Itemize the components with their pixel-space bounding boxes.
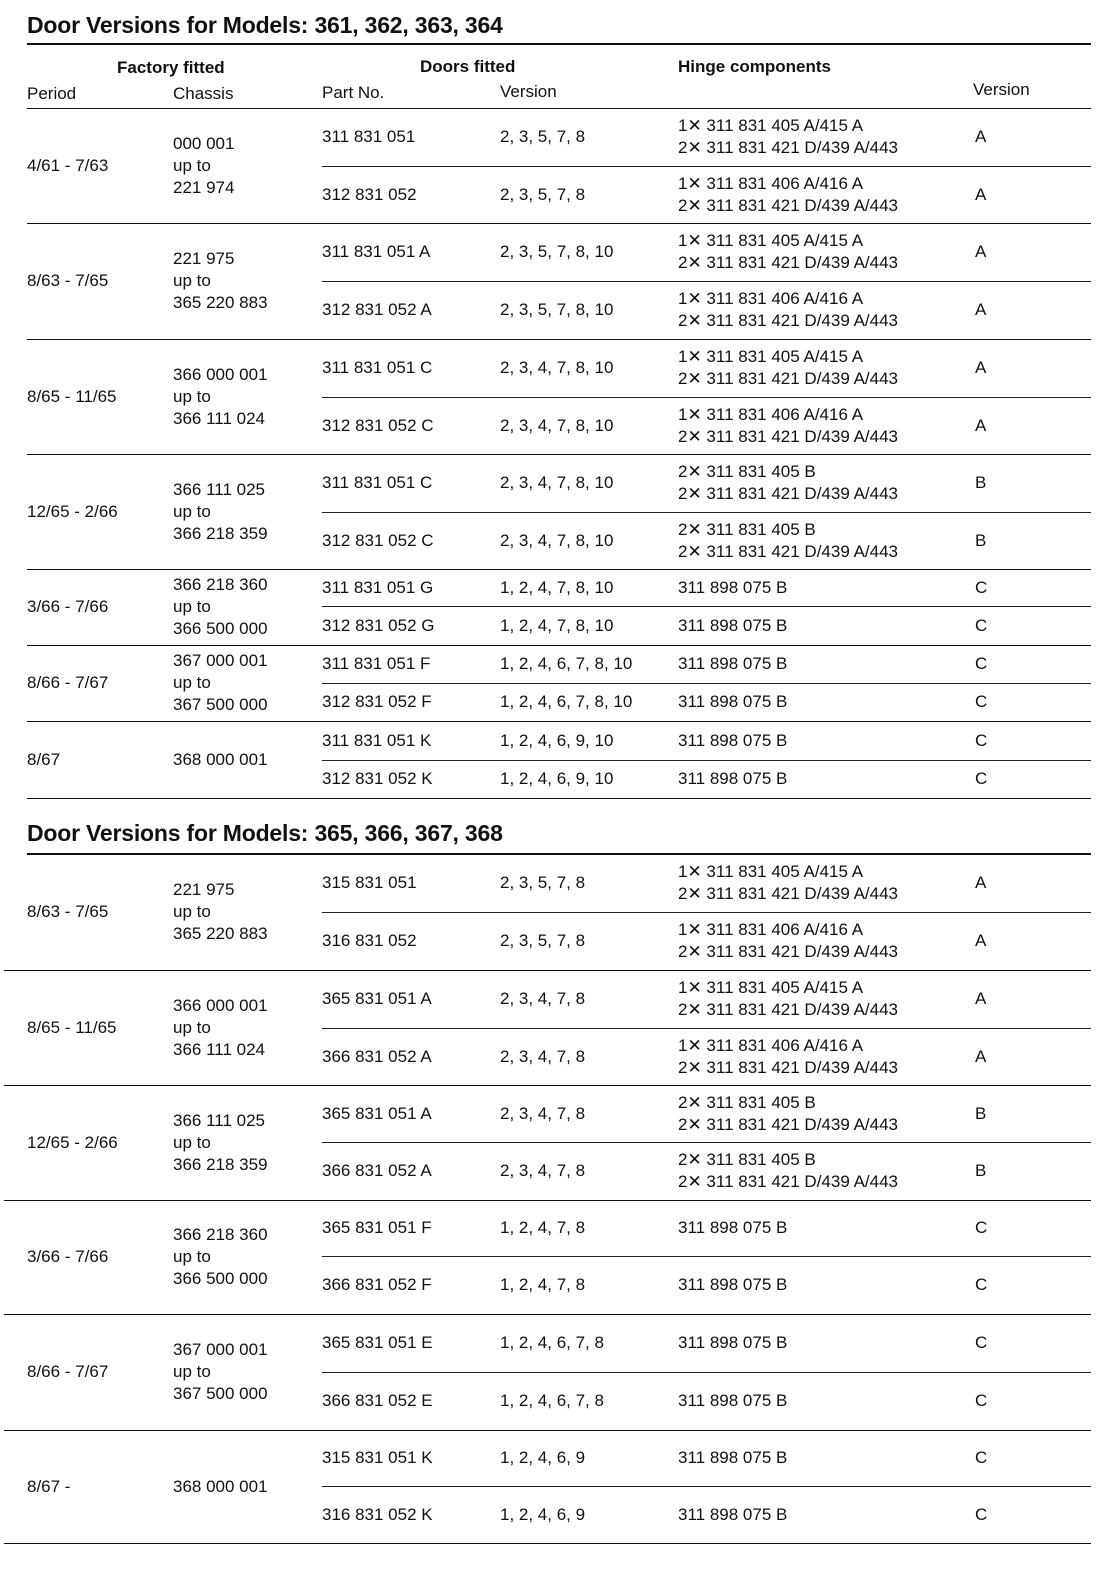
hinge-component: 2✕ 311 831 421 D/439 A/443	[678, 942, 898, 961]
hinge-component: 311 898 075 B	[678, 654, 788, 673]
door-version-list: 2, 3, 5, 7, 8, 10	[500, 242, 614, 261]
part-number: 312 831 052 G	[322, 615, 435, 635]
chassis-line: 365 220 883	[173, 293, 268, 312]
row-divider	[322, 683, 1091, 684]
header-hinge-version: Version	[973, 80, 1030, 99]
hinge-component: 1✕ 311 831 406 A/416 A	[678, 404, 864, 424]
row-divider	[322, 166, 1091, 167]
period-cell: 12/65 - 2/66	[27, 1132, 118, 1152]
door-version-list: 1, 2, 4, 6, 7, 8	[500, 1391, 604, 1410]
hinge-version: C	[975, 1448, 988, 1467]
part-number: 311 831 051 F	[322, 654, 431, 673]
hinge-component: 1✕ 311 831 406 A/416 A	[678, 289, 864, 308]
part-number: 311 831 051 C	[322, 473, 433, 492]
hinge-component: 2✕ 311 831 421 D/439 A/443	[678, 311, 898, 330]
hinge-component: 1✕ 311 831 405 A/415 A	[678, 116, 864, 135]
section-title: Door Versions for Models: 361, 362, 363, 364	[27, 12, 503, 38]
door-version-list: 2, 3, 4, 7, 8, 10	[500, 530, 614, 550]
group-rule	[4, 1085, 1091, 1086]
chassis-line: 367 000 001	[173, 1340, 268, 1359]
hinge-version: B	[975, 473, 987, 492]
part-number: 311 831 051	[322, 127, 416, 146]
period-cell: 3/66 - 7/66	[27, 1247, 109, 1266]
row-divider	[322, 397, 1091, 398]
chassis-line: 368 000 001	[173, 749, 268, 769]
hinge-version: C	[975, 692, 988, 711]
hinge-component: 2✕ 311 831 421 D/439 A/443	[678, 484, 898, 503]
row-divider	[322, 1372, 1091, 1373]
group-rule	[27, 721, 1091, 722]
door-version-list: 2, 3, 5, 7, 8	[500, 931, 586, 950]
hinge-component: 2✕ 311 831 421 D/439 A/443	[678, 138, 898, 157]
row-divider	[322, 1256, 1091, 1257]
hinge-component: 2✕ 311 831 405 B	[678, 1150, 816, 1169]
hinge-component: 2✕ 311 831 421 D/439 A/443	[678, 1114, 898, 1134]
chassis-line: up to	[173, 901, 211, 921]
part-number: 366 831 052 A	[322, 1046, 432, 1066]
hinge-component: 311 898 075 B	[678, 692, 788, 711]
header-doors-fitted: Doors fitted	[420, 57, 516, 76]
hinge-component: 2✕ 311 831 421 D/439 A/443	[678, 1000, 898, 1019]
chassis-line: 366 111 024	[173, 1039, 266, 1059]
hinge-component: 2✕ 311 831 421 D/439 A/443	[678, 541, 898, 561]
chassis-line: 221 975	[173, 879, 235, 899]
hinge-version: C	[975, 730, 988, 750]
door-version-list: 1, 2, 4, 6, 7, 8	[500, 1333, 604, 1352]
door-version-list: 1, 2, 4, 6, 9	[500, 1448, 586, 1467]
hinge-component: 2✕ 311 831 421 D/439 A/443	[678, 369, 898, 388]
part-number: 312 831 052 C	[322, 530, 434, 550]
hinge-version: A	[975, 415, 987, 435]
period-cell: 8/63 - 7/65	[27, 271, 109, 290]
period-cell: 8/65 - 11/65	[27, 1017, 117, 1037]
hinge-component: 1✕ 311 831 405 A/415 A	[678, 978, 864, 997]
part-number: 366 831 052 F	[322, 1275, 432, 1294]
hinge-component: 2✕ 311 831 421 D/439 A/443	[678, 883, 898, 903]
chassis-line: up to	[173, 155, 211, 175]
hinge-version: C	[975, 1391, 988, 1410]
hinge-version: B	[975, 530, 987, 550]
part-number: 311 831 051 K	[322, 730, 432, 750]
hinge-component: 311 898 075 B	[678, 577, 788, 597]
row-divider	[322, 760, 1091, 761]
hinge-component: 311 898 075 B	[678, 1504, 788, 1524]
chassis-line: 366 218 360	[173, 575, 268, 594]
door-version-list: 2, 3, 5, 7, 8	[500, 184, 586, 204]
part-number: 312 831 052	[322, 184, 417, 204]
chassis-line: up to	[173, 1017, 211, 1037]
hinge-version: C	[975, 1333, 988, 1352]
door-version-list: 2, 3, 4, 7, 8, 10	[500, 415, 614, 435]
door-version-list: 1, 2, 4, 6, 9, 10	[500, 730, 614, 750]
hinge-version: A	[975, 184, 987, 204]
hinge-version: A	[975, 1046, 987, 1066]
group-rule	[4, 1430, 1091, 1431]
door-version-list: 2, 3, 5, 7, 8	[500, 127, 586, 146]
hinge-component: 2✕ 311 831 405 B	[678, 519, 816, 539]
hinge-component: 1✕ 311 831 405 A/415 A	[678, 347, 864, 366]
hinge-version: A	[975, 989, 987, 1008]
chassis-line: 366 000 001	[173, 364, 268, 384]
chassis-line: up to	[173, 1362, 211, 1381]
group-rule	[27, 798, 1091, 799]
door-version-list: 1, 2, 4, 6, 9, 10	[500, 769, 614, 788]
chassis-line: 366 111 024	[173, 408, 266, 428]
period-cell: 8/67 -	[27, 1476, 71, 1496]
part-number: 315 831 051 K	[322, 1448, 433, 1467]
part-number: 316 831 052	[322, 931, 417, 950]
door-version-list: 1, 2, 4, 7, 8, 10	[500, 615, 614, 635]
group-rule	[27, 339, 1091, 340]
chassis-line: 366 000 001	[173, 995, 268, 1015]
door-version-list: 1, 2, 4, 6, 7, 8, 10	[500, 654, 633, 673]
part-number: 316 831 052 K	[322, 1504, 433, 1524]
chassis-line: 366 218 359	[173, 1154, 268, 1174]
door-version-list: 2, 3, 4, 7, 8	[500, 1161, 586, 1180]
row-divider	[322, 606, 1091, 607]
hinge-component: 2✕ 311 831 421 D/439 A/443	[678, 426, 898, 446]
group-rule	[4, 1200, 1091, 1201]
hinge-version: C	[975, 1275, 988, 1294]
hinge-version: A	[975, 872, 987, 892]
part-number: 366 831 052 E	[322, 1391, 433, 1410]
chassis-line: 366 500 000	[173, 1269, 268, 1288]
hinge-version: A	[975, 931, 987, 950]
group-rule	[27, 569, 1091, 570]
hinge-component: 2✕ 311 831 421 D/439 A/443	[678, 1172, 898, 1191]
chassis-line: 366 500 000	[173, 619, 268, 638]
chassis-line: up to	[173, 386, 211, 406]
header-hinge-components: Hinge components	[678, 57, 832, 76]
group-rule	[27, 223, 1091, 224]
hinge-component: 311 898 075 B	[678, 1333, 788, 1352]
chassis-line: up to	[173, 271, 211, 290]
row-divider	[322, 1028, 1091, 1029]
chassis-line: up to	[173, 673, 211, 692]
hinge-component: 311 898 075 B	[678, 1448, 788, 1467]
hinge-version: C	[975, 1218, 988, 1237]
header-chassis: Chassis	[173, 84, 234, 103]
row-divider	[322, 512, 1091, 513]
chassis-line: up to	[173, 1247, 211, 1266]
period-cell: 8/63 - 7/65	[27, 901, 109, 921]
section-title: Door Versions for Models: 365, 366, 367, 368	[27, 820, 503, 846]
hinge-component: 2✕ 311 831 405 B	[678, 462, 816, 481]
group-rule	[27, 645, 1091, 646]
period-cell: 4/61 - 7/63	[27, 155, 109, 175]
chassis-line: 366 218 359	[173, 523, 268, 543]
part-number: 365 831 051 A	[322, 989, 432, 1008]
period-cell: 3/66 - 7/66	[27, 597, 109, 616]
hinge-component: 1✕ 311 831 405 A/415 A	[678, 861, 864, 881]
row-divider	[322, 281, 1091, 282]
door-version-list: 1, 2, 4, 7, 8	[500, 1275, 586, 1294]
hinge-component: 311 898 075 B	[678, 769, 788, 788]
part-number: 311 831 051 G	[322, 577, 434, 597]
hinge-version: B	[975, 1103, 987, 1123]
hinge-version: C	[975, 654, 988, 673]
part-number: 366 831 052 A	[322, 1161, 432, 1180]
door-version-list: 2, 3, 4, 7, 8	[500, 1046, 586, 1066]
hinge-version: B	[975, 1161, 987, 1180]
part-number: 365 831 051 E	[322, 1333, 433, 1352]
hinge-version: A	[975, 358, 987, 377]
header-part-no: Part No.	[322, 83, 385, 102]
row-divider	[322, 1142, 1091, 1143]
chassis-line: 366 218 360	[173, 1225, 268, 1244]
group-rule	[27, 454, 1091, 455]
hinge-component: 1✕ 311 831 405 A/415 A	[678, 231, 864, 250]
door-version-list: 2, 3, 5, 7, 8, 10	[500, 300, 614, 319]
part-number: 315 831 051	[322, 872, 417, 892]
part-number: 311 831 051 A	[322, 242, 431, 261]
hinge-component: 311 898 075 B	[678, 1275, 788, 1294]
hinge-version: A	[975, 242, 987, 261]
door-version-list: 2, 3, 4, 7, 8, 10	[500, 358, 614, 377]
hinge-component: 2✕ 311 831 421 D/439 A/443	[678, 195, 898, 215]
section-title-rule	[27, 43, 1091, 45]
hinge-version: C	[975, 615, 988, 635]
chassis-line: 221 974	[173, 177, 235, 197]
hinge-version: C	[975, 769, 988, 788]
period-cell: 8/66 - 7/67	[27, 673, 109, 692]
part-number: 312 831 052 K	[322, 769, 433, 788]
hinge-component: 311 898 075 B	[678, 1391, 788, 1410]
chassis-line: 367 500 000	[173, 695, 268, 714]
group-rule	[4, 1314, 1091, 1315]
part-number: 312 831 052 A	[322, 300, 432, 319]
door-version-list: 1, 2, 4, 6, 9	[500, 1504, 586, 1524]
hinge-version: C	[975, 577, 988, 597]
door-version-list: 2, 3, 4, 7, 8	[500, 989, 586, 1008]
period-cell: 8/66 - 7/67	[27, 1362, 109, 1381]
door-version-list: 1, 2, 4, 6, 7, 8, 10	[500, 692, 633, 711]
chassis-line: 366 111 025	[173, 1110, 266, 1130]
hinge-component: 2✕ 311 831 421 D/439 A/443	[678, 1057, 898, 1077]
group-rule	[4, 970, 1091, 971]
hinge-component: 311 898 075 B	[678, 730, 788, 750]
chassis-line: 367 000 001	[173, 651, 268, 670]
chassis-line: 221 975	[173, 249, 235, 268]
door-version-list: 2, 3, 4, 7, 8	[500, 1103, 586, 1123]
part-number: 312 831 052 C	[322, 415, 434, 435]
hinge-version: C	[975, 1504, 988, 1524]
header-version: Version	[500, 82, 557, 101]
part-number: 365 831 051 F	[322, 1218, 432, 1237]
period-cell: 8/65 - 11/65	[27, 386, 117, 406]
chassis-line: up to	[173, 1132, 211, 1152]
hinge-component: 311 898 075 B	[678, 615, 788, 635]
chassis-line: 365 220 883	[173, 923, 268, 943]
part-number: 365 831 051 A	[322, 1103, 432, 1123]
chassis-line: 366 111 025	[173, 479, 266, 499]
chassis-line: up to	[173, 501, 211, 521]
hinge-component: 2✕ 311 831 421 D/439 A/443	[678, 253, 898, 272]
row-divider	[322, 912, 1091, 913]
part-number: 311 831 051 C	[322, 358, 433, 377]
chassis-line: up to	[173, 597, 211, 616]
group-rule	[4, 1543, 1091, 1544]
door-version-list: 2, 3, 5, 7, 8	[500, 872, 586, 892]
row-divider	[322, 1486, 1091, 1487]
part-number: 312 831 052 F	[322, 692, 432, 711]
chassis-line: 000 001	[173, 133, 235, 153]
hinge-component: 1✕ 311 831 406 A/416 A	[678, 920, 864, 939]
header-rule	[27, 108, 1091, 109]
door-version-list: 1, 2, 4, 7, 8	[500, 1218, 586, 1237]
hinge-component: 311 898 075 B	[678, 1218, 788, 1237]
door-version-list: 2, 3, 4, 7, 8, 10	[500, 473, 614, 492]
period-cell: 8/67	[27, 749, 61, 769]
hinge-component: 1✕ 311 831 406 A/416 A	[678, 1035, 864, 1055]
header-factory-fitted: Factory fitted	[117, 58, 225, 77]
door-version-list: 1, 2, 4, 7, 8, 10	[500, 577, 614, 597]
hinge-component: 1✕ 311 831 406 A/416 A	[678, 173, 864, 193]
hinge-component: 2✕ 311 831 405 B	[678, 1092, 816, 1112]
chassis-line: 368 000 001	[173, 1476, 268, 1496]
section-title-rule	[27, 853, 1091, 855]
chassis-line: 367 500 000	[173, 1384, 268, 1403]
hinge-version: A	[975, 300, 987, 319]
hinge-version: A	[975, 127, 987, 146]
header-period: Period	[27, 84, 77, 103]
period-cell: 12/65 - 2/66	[27, 501, 118, 521]
